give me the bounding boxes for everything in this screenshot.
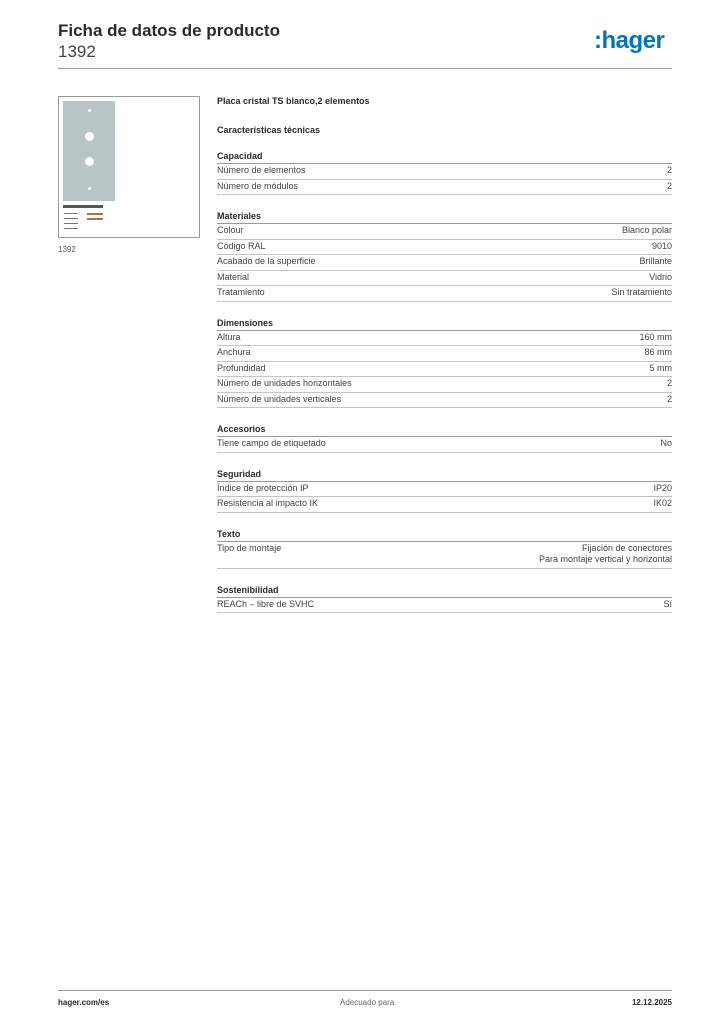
product-name: Placa cristal TS blanco,2 elementos <box>217 96 370 106</box>
product-details <box>217 96 672 613</box>
header-divider <box>58 68 672 69</box>
spec-row <box>217 393 672 409</box>
spec-value: IP20 <box>653 482 672 493</box>
spec-label: Anchura <box>217 347 251 357</box>
spec-label: Profundidad <box>217 362 266 373</box>
hager-logo: :hager <box>594 27 665 54</box>
product-image <box>58 96 200 238</box>
spec-label: Altura <box>217 331 241 342</box>
spec-value: 2 <box>666 393 672 404</box>
spec-value: Vidrio <box>649 271 672 282</box>
spec-value: 5 mm <box>649 362 672 373</box>
spec-label: Número de módulos <box>217 180 299 191</box>
spec-value: 9010 <box>651 240 672 251</box>
spec-label: Tratamiento <box>217 287 265 297</box>
spec-row <box>217 497 672 513</box>
footer-suitable-for: Adecuado para <box>340 998 395 1007</box>
document-header <box>58 20 280 62</box>
spec-row <box>217 224 672 240</box>
spec-label: Resistencia al impacto IK <box>217 498 319 508</box>
plate-side-view <box>63 205 103 208</box>
spec-group-title: Texto <box>217 529 672 542</box>
spec-label: Acabado de la superficie <box>217 256 316 266</box>
screws-icon <box>87 213 103 223</box>
spec-row <box>217 331 672 347</box>
spec-label: Material <box>217 271 250 282</box>
spec-value: No <box>660 438 672 448</box>
spec-label: Número de elementos <box>217 165 306 175</box>
plate-screw-dot <box>88 187 91 190</box>
spec-group-title: Sostenibilidad <box>217 585 672 598</box>
spec-value: 2 <box>666 180 672 191</box>
spec-group <box>217 469 672 513</box>
technical-features-heading: Características técnicas <box>217 125 321 135</box>
spec-group <box>217 211 672 302</box>
spec-row <box>217 362 672 378</box>
spec-group <box>217 585 672 614</box>
footer-website: hager.com/es <box>58 998 110 1007</box>
spec-row <box>217 346 672 362</box>
spec-value: Sí <box>663 598 672 609</box>
spec-label: Colour <box>217 225 244 235</box>
footer-date: 12.12.2025 <box>631 998 672 1007</box>
spec-row <box>217 286 672 302</box>
spec-value: 86 mm <box>644 347 672 357</box>
spec-value: Blanco polar <box>621 225 672 235</box>
spec-value: Sin tratamiento <box>611 287 672 297</box>
spec-value: Brillante <box>639 256 672 266</box>
spec-label: Número de unidades verticales <box>217 393 342 404</box>
spec-groups <box>217 151 672 613</box>
spec-group-title: Capacidad <box>217 151 672 164</box>
spec-value: Fijación de conectores Para montaje vertical y horizontal <box>538 542 672 564</box>
spec-group-title: Accesorios <box>217 424 672 437</box>
spec-value: IK02 <box>653 498 672 508</box>
spec-row <box>217 542 672 569</box>
spec-row <box>217 180 672 196</box>
plate-hole <box>85 132 94 141</box>
spec-row <box>217 482 672 498</box>
spec-group-title: Materiales <box>217 211 672 224</box>
spec-label: Índice de protección IP <box>217 482 309 493</box>
spec-group <box>217 424 672 453</box>
footer-divider <box>58 990 672 991</box>
list-icon <box>64 213 78 233</box>
spec-row <box>217 240 672 256</box>
image-caption: 1392 <box>58 245 76 254</box>
spec-row <box>217 437 672 453</box>
spec-value: 2 <box>666 378 672 388</box>
spec-value: 2 <box>666 165 672 175</box>
spec-group <box>217 529 672 569</box>
spec-group-title: Dimensiones <box>217 318 672 331</box>
spec-label: Código RAL <box>217 240 266 251</box>
spec-row <box>217 598 672 614</box>
spec-row <box>217 377 672 393</box>
glass-plate-illustration <box>63 101 115 201</box>
spec-label: Tipo de montaje <box>217 542 282 553</box>
product-reference: 1392 <box>58 42 96 61</box>
plate-screw-dot <box>88 109 91 112</box>
spec-label: Tiene campo de etiquetado <box>217 438 326 448</box>
plate-hole <box>85 157 94 166</box>
spec-row <box>217 255 672 271</box>
spec-group <box>217 318 672 409</box>
page-title: Ficha de datos de producto <box>58 21 280 40</box>
spec-row <box>217 271 672 287</box>
spec-value: 160 mm <box>639 331 672 342</box>
spec-label: Número de unidades horizontales <box>217 378 352 388</box>
spec-label: REACh – libre de SVHC <box>217 598 315 609</box>
spec-row <box>217 164 672 180</box>
spec-group <box>217 151 672 195</box>
spec-group-title: Seguridad <box>217 469 672 482</box>
